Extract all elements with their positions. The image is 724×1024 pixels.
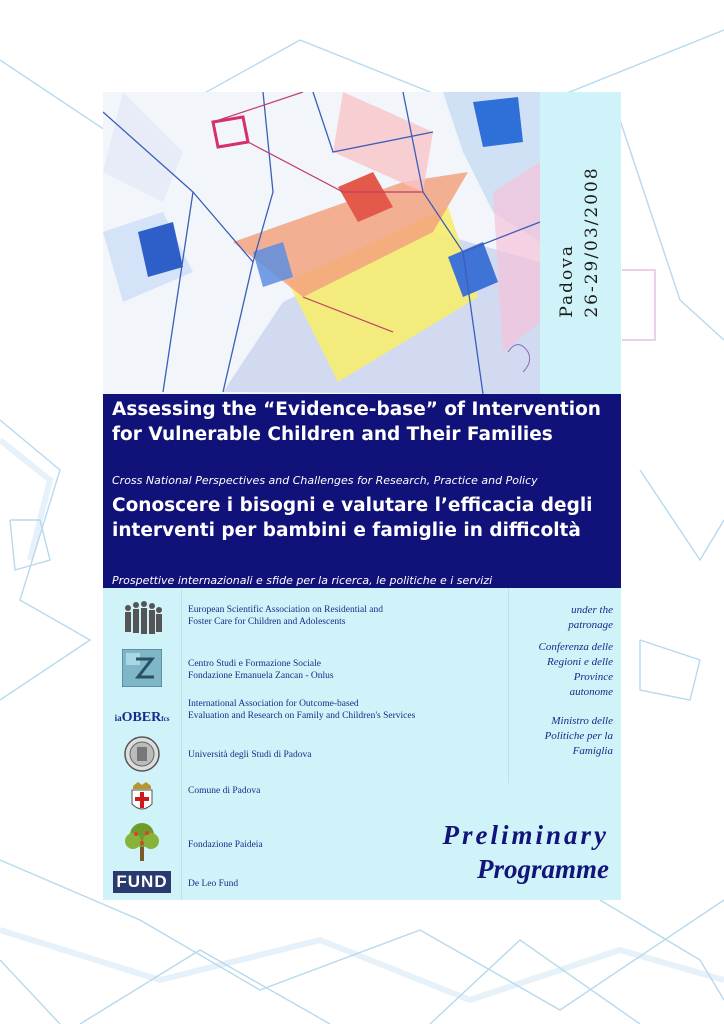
org-deleo: De Leo Fund [188, 879, 239, 889]
programme-line1: Preliminary [442, 820, 609, 850]
org-zancan: Centro Studi e Formazione Sociale Fondazione Emanuela Zancan - Onlus [188, 659, 334, 681]
org-paideia: Fondazione Paideia [188, 840, 263, 850]
poster [103, 92, 621, 900]
english-subtitle: Cross National Perspectives and Challenges for Research, Practice and Policy [112, 474, 538, 487]
location: Padova [557, 244, 577, 318]
programme-line2: Programme [477, 854, 609, 884]
zancan-logo [103, 646, 181, 690]
location-date-panel [540, 92, 621, 394]
geometric-painting [103, 92, 540, 394]
organizers-section [103, 588, 621, 900]
italian-subtitle: Prospettive internazionali e sfide per la ricerca, le politiche e i servizi [112, 574, 493, 587]
org-comune: Comune di Padova [188, 786, 261, 796]
org-esa: European Scientific Association on Residential and Foster Care for Children and Adolescents [188, 605, 383, 627]
padova-crest-logo [103, 778, 181, 818]
patron-ministro: Ministro delle Politiche per la Famiglia [544, 715, 613, 757]
italian-title: Conoscere i bisogni e valutare l’efficacia degli interventi per bambini e famiglie in difficoltà [112, 495, 593, 541]
cover-artwork [103, 92, 540, 394]
patron-conferenza: Conferenza delle Regioni e delle Province autonome [538, 641, 613, 698]
dates: 26-29/03/2008 [582, 166, 602, 318]
title-box [103, 394, 621, 588]
english-title: Assessing the “Evidence-base” of Intervention for Vulnerable Children and Their Families [112, 399, 601, 445]
org-iaober: International Association for Outcome-based Evaluation and Research on Family and Children's Services [188, 699, 416, 721]
programme-heading [443, 818, 610, 886]
location-date [555, 166, 605, 317]
org-university: Università degli Studi di Padova [188, 750, 312, 760]
fund-logo: FUND [103, 870, 181, 894]
patronage-heading: under the patronage [568, 604, 613, 631]
tree-logo [103, 820, 181, 864]
people-group-logo [103, 596, 181, 640]
university-seal-logo [103, 734, 181, 774]
iaober-logo: iaOBERfcs [114, 710, 170, 725]
